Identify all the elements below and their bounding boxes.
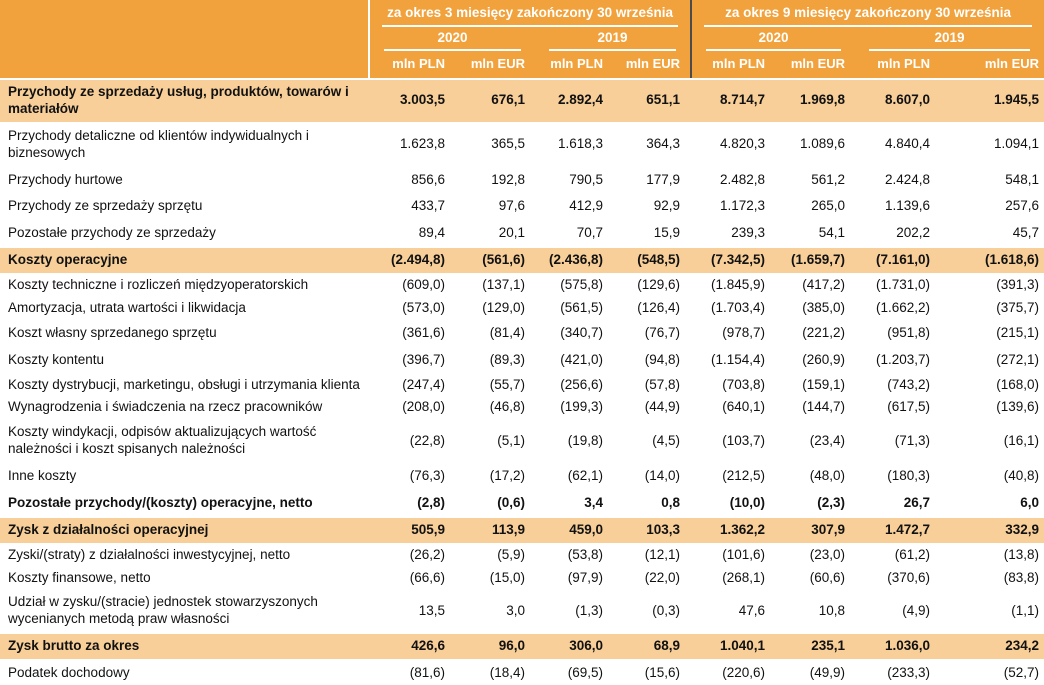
- row-value: (66,6): [368, 566, 455, 589]
- row-value: 1.362,2: [690, 516, 775, 543]
- row-value: (89,3): [455, 346, 535, 373]
- year-header-9m-2019: 2019: [855, 27, 1044, 51]
- row-label: Wynagrodzenia i świadczenia na rzecz pracowników: [0, 395, 368, 418]
- row-label: Koszt własny sprzedanego sprzętu: [0, 319, 368, 346]
- row-value: 1.945,5: [940, 78, 1044, 122]
- row-value: 26,7: [855, 489, 940, 516]
- row-label: Koszty windykacji, odpisów aktualizujących wartość należności i koszt spisanych należności: [0, 418, 368, 462]
- row-value: (13,8): [940, 543, 1044, 566]
- row-value: (16,1): [940, 418, 1044, 462]
- row-value: 505,9: [368, 516, 455, 543]
- row-value: (417,2): [775, 273, 855, 296]
- row-value: (561,5): [535, 296, 613, 319]
- row-value: (81,4): [455, 319, 535, 346]
- row-value: 89,4: [368, 219, 455, 246]
- row-value: (76,3): [368, 462, 455, 489]
- table-row: [0, 659, 1044, 685]
- row-value: (978,7): [690, 319, 775, 346]
- unit-header: mln EUR: [613, 51, 690, 78]
- table-row: [0, 516, 1044, 543]
- row-value: (0,6): [455, 489, 535, 516]
- row-value: (247,4): [368, 373, 455, 396]
- row-value: 2.424,8: [855, 166, 940, 193]
- row-value: (421,0): [535, 346, 613, 373]
- row-value: (1.154,4): [690, 346, 775, 373]
- row-value: 676,1: [455, 78, 535, 122]
- row-value: (743,2): [855, 373, 940, 396]
- row-value: (0,3): [613, 588, 690, 632]
- table-row: [0, 296, 1044, 319]
- header-corner-cell: [0, 0, 368, 27]
- row-value: (22,0): [613, 566, 690, 589]
- row-value: (703,8): [690, 373, 775, 396]
- row-value: 235,1: [775, 632, 855, 659]
- row-value: (1.703,4): [690, 296, 775, 319]
- unit-header: mln EUR: [940, 51, 1044, 78]
- row-label: Przychody detaliczne od klientów indywidualnych i biznesowych: [0, 122, 368, 166]
- row-value: 1.040,1: [690, 632, 775, 659]
- row-label: Amortyzacja, utrata wartości i likwidacja: [0, 296, 368, 319]
- row-value: (370,6): [855, 566, 940, 589]
- header-corner-cell: [0, 51, 368, 78]
- row-value: (548,5): [613, 246, 690, 273]
- row-value: (5,9): [455, 543, 535, 566]
- row-value: 4.840,4: [855, 122, 940, 166]
- row-value: (1.731,0): [855, 273, 940, 296]
- row-value: (168,0): [940, 373, 1044, 396]
- row-value: (103,7): [690, 418, 775, 462]
- row-value: (76,7): [613, 319, 690, 346]
- row-label: Udział w zysku/(stracie) jednostek stowarzyszonych wycenianych metodą praw własności: [0, 588, 368, 632]
- table-row: [0, 395, 1044, 418]
- row-value: 8.714,7: [690, 78, 775, 122]
- row-value: (375,7): [940, 296, 1044, 319]
- table-row: [0, 166, 1044, 193]
- header-unit-row: [0, 51, 1044, 78]
- row-value: (15,6): [613, 659, 690, 685]
- row-value: 70,7: [535, 219, 613, 246]
- row-value: 1.618,3: [535, 122, 613, 166]
- row-value: (18,4): [455, 659, 535, 685]
- row-value: 234,2: [940, 632, 1044, 659]
- row-label: Przychody ze sprzedaży sprzętu: [0, 192, 368, 219]
- row-label: Pozostałe przychody/(koszty) operacyjne, netto: [0, 489, 368, 516]
- table-row: [0, 192, 1044, 219]
- row-value: (7.342,5): [690, 246, 775, 273]
- row-value: (10,0): [690, 489, 775, 516]
- table-row: [0, 219, 1044, 246]
- row-value: (23,0): [775, 543, 855, 566]
- row-value: 307,9: [775, 516, 855, 543]
- row-value: 3,4: [535, 489, 613, 516]
- row-value: 92,9: [613, 192, 690, 219]
- row-value: (48,0): [775, 462, 855, 489]
- row-label: Koszty dystrybucji, marketingu, obsługi i utrzymania klienta: [0, 373, 368, 396]
- row-value: (19,8): [535, 418, 613, 462]
- row-value: 192,8: [455, 166, 535, 193]
- row-value: (62,1): [535, 462, 613, 489]
- row-label: Koszty finansowe, netto: [0, 566, 368, 589]
- row-label: Zysk brutto za okres: [0, 632, 368, 659]
- row-value: 202,2: [855, 219, 940, 246]
- row-value: (2,3): [775, 489, 855, 516]
- row-value: (951,8): [855, 319, 940, 346]
- row-value: (159,1): [775, 373, 855, 396]
- unit-header: mln PLN: [855, 51, 940, 78]
- row-value: 6,0: [940, 489, 1044, 516]
- header-period-row: [0, 0, 1044, 27]
- row-value: (129,6): [613, 273, 690, 296]
- row-value: 306,0: [535, 632, 613, 659]
- row-value: (23,4): [775, 418, 855, 462]
- row-value: 97,6: [455, 192, 535, 219]
- row-value: 2.482,8: [690, 166, 775, 193]
- row-value: (52,7): [940, 659, 1044, 685]
- row-value: (396,7): [368, 346, 455, 373]
- row-value: (17,2): [455, 462, 535, 489]
- table-row: [0, 319, 1044, 346]
- year-header-3m-2019: 2019: [535, 27, 690, 51]
- row-value: (1.845,9): [690, 273, 775, 296]
- row-value: (83,8): [940, 566, 1044, 589]
- row-value: (1.203,7): [855, 346, 940, 373]
- row-value: 1.089,6: [775, 122, 855, 166]
- row-value: (15,0): [455, 566, 535, 589]
- row-value: 15,9: [613, 219, 690, 246]
- row-value: 177,9: [613, 166, 690, 193]
- table-body: [0, 78, 1044, 685]
- row-value: (5,1): [455, 418, 535, 462]
- row-value: (180,3): [855, 462, 940, 489]
- row-value: (137,1): [455, 273, 535, 296]
- row-value: (272,1): [940, 346, 1044, 373]
- table-row: [0, 418, 1044, 462]
- header-year-row: [0, 27, 1044, 51]
- row-value: (22,8): [368, 418, 455, 462]
- row-value: (220,6): [690, 659, 775, 685]
- row-value: 68,9: [613, 632, 690, 659]
- table-row: [0, 543, 1044, 566]
- row-value: 47,6: [690, 588, 775, 632]
- row-value: (49,9): [775, 659, 855, 685]
- row-value: (7.161,0): [855, 246, 940, 273]
- row-value: (385,0): [775, 296, 855, 319]
- row-value: 1.172,3: [690, 192, 775, 219]
- row-value: (61,2): [855, 543, 940, 566]
- row-value: 0,8: [613, 489, 690, 516]
- row-value: (4,9): [855, 588, 940, 632]
- table-row: [0, 632, 1044, 659]
- unit-header: mln PLN: [690, 51, 775, 78]
- row-value: 96,0: [455, 632, 535, 659]
- row-value: 459,0: [535, 516, 613, 543]
- row-value: (260,9): [775, 346, 855, 373]
- row-value: 54,1: [775, 219, 855, 246]
- row-value: 8.607,0: [855, 78, 940, 122]
- row-value: (97,9): [535, 566, 613, 589]
- row-label: Koszty kontentu: [0, 346, 368, 373]
- row-value: (340,7): [535, 319, 613, 346]
- row-value: 365,5: [455, 122, 535, 166]
- table-row: [0, 462, 1044, 489]
- row-value: (144,7): [775, 395, 855, 418]
- unit-header: mln EUR: [775, 51, 855, 78]
- row-value: (126,4): [613, 296, 690, 319]
- row-value: 239,3: [690, 219, 775, 246]
- row-value: (94,8): [613, 346, 690, 373]
- row-value: 1.969,8: [775, 78, 855, 122]
- row-value: 548,1: [940, 166, 1044, 193]
- row-value: (1.618,6): [940, 246, 1044, 273]
- row-value: 364,3: [613, 122, 690, 166]
- row-value: (361,6): [368, 319, 455, 346]
- row-value: (391,3): [940, 273, 1044, 296]
- table-row: [0, 122, 1044, 166]
- row-value: 1.623,8: [368, 122, 455, 166]
- unit-header: mln EUR: [455, 51, 535, 78]
- row-value: (640,1): [690, 395, 775, 418]
- row-value: 4.820,3: [690, 122, 775, 166]
- header-corner-cell: [0, 27, 368, 51]
- row-value: 433,7: [368, 192, 455, 219]
- table-row: [0, 246, 1044, 273]
- row-value: (617,5): [855, 395, 940, 418]
- row-value: 3.003,5: [368, 78, 455, 122]
- row-value: (212,5): [690, 462, 775, 489]
- row-value: (4,5): [613, 418, 690, 462]
- row-value: (53,8): [535, 543, 613, 566]
- row-label: Przychody hurtowe: [0, 166, 368, 193]
- row-value: (221,2): [775, 319, 855, 346]
- row-value: 790,5: [535, 166, 613, 193]
- section-title: za okres 9 miesięcy zakończony 30 września: [704, 0, 1032, 27]
- row-label: Zysk z działalności operacyjnej: [0, 516, 368, 543]
- table-row: [0, 273, 1044, 296]
- row-label: Podatek dochodowy: [0, 659, 368, 685]
- row-value: (69,5): [535, 659, 613, 685]
- row-value: 2.892,4: [535, 78, 613, 122]
- row-value: (215,1): [940, 319, 1044, 346]
- table-row: [0, 373, 1044, 396]
- row-value: (2.494,8): [368, 246, 455, 273]
- row-value: 45,7: [940, 219, 1044, 246]
- row-value: (129,0): [455, 296, 535, 319]
- table-row: [0, 588, 1044, 632]
- row-value: 103,3: [613, 516, 690, 543]
- row-value: (199,3): [535, 395, 613, 418]
- section-title: za okres 3 miesięcy zakończony 30 września: [382, 0, 678, 27]
- row-value: (40,8): [940, 462, 1044, 489]
- table-row: [0, 566, 1044, 589]
- section-header-3-months: [368, 0, 690, 27]
- row-value: 651,1: [613, 78, 690, 122]
- row-value: (575,8): [535, 273, 613, 296]
- row-value: (57,8): [613, 373, 690, 396]
- year-header-9m-2020: 2020: [690, 27, 855, 51]
- row-value: (268,1): [690, 566, 775, 589]
- row-value: (256,6): [535, 373, 613, 396]
- row-label: Inne koszty: [0, 462, 368, 489]
- row-value: (1,3): [535, 588, 613, 632]
- row-value: 10,8: [775, 588, 855, 632]
- row-value: (44,9): [613, 395, 690, 418]
- row-value: (26,2): [368, 543, 455, 566]
- row-value: (2,8): [368, 489, 455, 516]
- row-label: Koszty techniczne i rozliczeń międzyoperatorskich: [0, 273, 368, 296]
- row-value: 113,9: [455, 516, 535, 543]
- unit-header: mln PLN: [535, 51, 613, 78]
- row-value: 561,2: [775, 166, 855, 193]
- row-value: 1.139,6: [855, 192, 940, 219]
- table-row: [0, 78, 1044, 122]
- row-value: (561,6): [455, 246, 535, 273]
- row-value: 1.036,0: [855, 632, 940, 659]
- row-value: 412,9: [535, 192, 613, 219]
- row-label: Koszty operacyjne: [0, 246, 368, 273]
- row-value: 20,1: [455, 219, 535, 246]
- row-value: 265,0: [775, 192, 855, 219]
- row-value: (55,7): [455, 373, 535, 396]
- row-value: 856,6: [368, 166, 455, 193]
- row-value: (2.436,8): [535, 246, 613, 273]
- row-value: (609,0): [368, 273, 455, 296]
- row-value: 13,5: [368, 588, 455, 632]
- row-label: Przychody ze sprzedaży usług, produktów, towarów i materiałów: [0, 78, 368, 122]
- row-value: (81,6): [368, 659, 455, 685]
- table-row: [0, 489, 1044, 516]
- row-value: 426,6: [368, 632, 455, 659]
- section-header-9-months: [690, 0, 1044, 27]
- row-value: (60,6): [775, 566, 855, 589]
- row-value: (1.659,7): [775, 246, 855, 273]
- row-value: (101,6): [690, 543, 775, 566]
- row-value: (12,1): [613, 543, 690, 566]
- row-value: (14,0): [613, 462, 690, 489]
- row-value: 1.094,1: [940, 122, 1044, 166]
- row-value: (71,3): [855, 418, 940, 462]
- row-value: (208,0): [368, 395, 455, 418]
- row-value: 1.472,7: [855, 516, 940, 543]
- unit-header: mln PLN: [368, 51, 455, 78]
- row-value: 332,9: [940, 516, 1044, 543]
- row-value: (573,0): [368, 296, 455, 319]
- row-value: (139,6): [940, 395, 1044, 418]
- row-value: (1,1): [940, 588, 1044, 632]
- year-header-3m-2020: 2020: [368, 27, 535, 51]
- row-label: Pozostałe przychody ze sprzedaży: [0, 219, 368, 246]
- row-label: Zyski/(straty) z działalności inwestycyjnej, netto: [0, 543, 368, 566]
- row-value: (1.662,2): [855, 296, 940, 319]
- row-value: (46,8): [455, 395, 535, 418]
- row-value: (233,3): [855, 659, 940, 685]
- row-value: 3,0: [455, 588, 535, 632]
- row-value: 257,6: [940, 192, 1044, 219]
- table-row: [0, 346, 1044, 373]
